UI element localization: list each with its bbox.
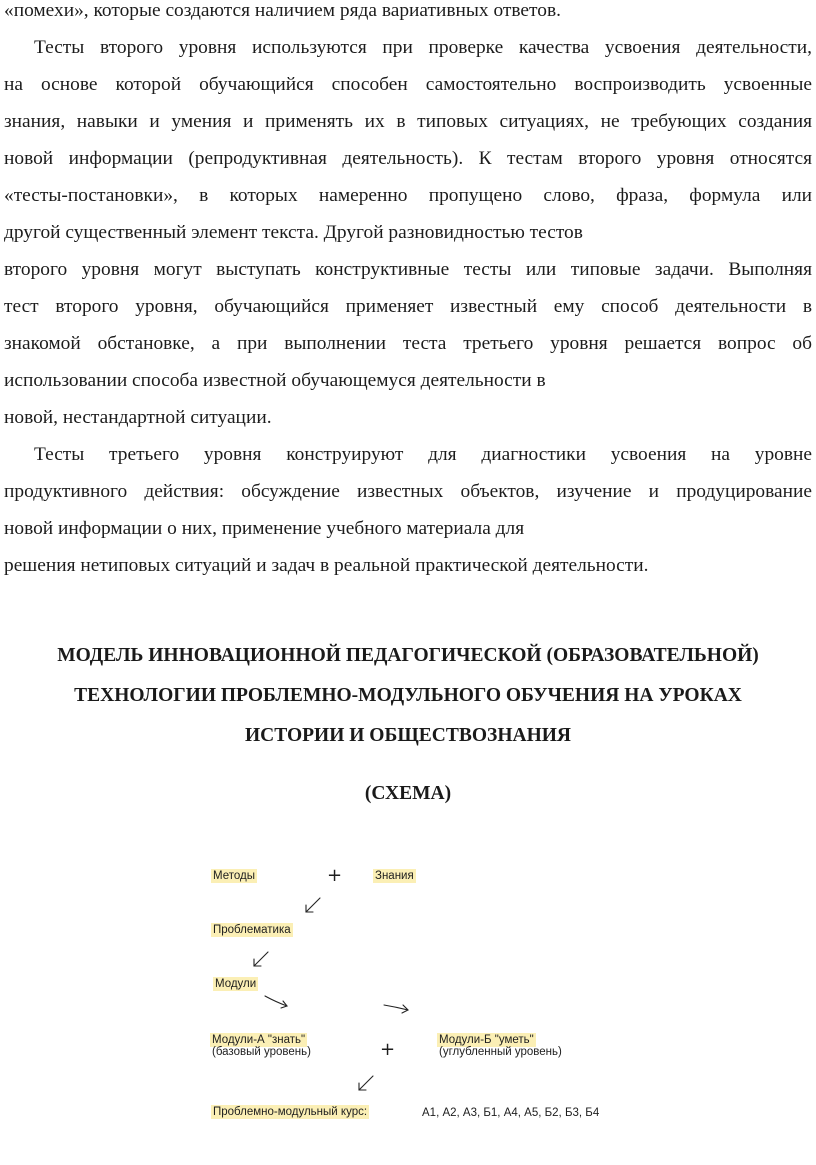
arrow-right-icon — [384, 1005, 408, 1013]
section-heading: МОДЕЛЬ ИННОВАЦИОННОЙ ПЕДАГОГИЧЕСКОЙ (ОБРАЗОВАТЕЛЬНОЙ) — [57, 645, 759, 666]
methods-label: Методы — [213, 870, 255, 882]
text-line: на основе которой обучающийся способен самостоятельно воспроизводить усвоенные — [4, 74, 812, 95]
modules-a-label: Модули-А "знать" — [212, 1034, 306, 1046]
text-line: знания, навыки и умения и применять их в типовых ситуациях, не требующих создания — [4, 111, 812, 132]
section-heading: ИСТОРИИ И ОБЩЕСТВОЗНАНИЯ — [244, 725, 572, 746]
text-line: знакомой обстановке, а при выполнении теста третьего уровня решается вопрос об — [4, 333, 812, 354]
text-line: другой существенный элемент текста. Другой разновидностью тестов — [4, 222, 583, 243]
problematics-label: Проблематика — [213, 924, 291, 936]
plus-icon: + — [380, 1039, 396, 1060]
text-line: решения нетиповых ситуаций и задач в реальной практической деятельности. — [4, 555, 649, 576]
scheme-arrows — [0, 850, 816, 1150]
section-subtitle: (СХЕМА) — [364, 783, 452, 804]
section-heading: ТЕХНОЛОГИИ ПРОБЛЕМНО-МОДУЛЬНОГО ОБУЧЕНИЯ НА УРОКАХ — [74, 685, 742, 706]
modules-a-sublabel: (базовый уровень) — [212, 1046, 311, 1058]
plus-icon: + — [327, 865, 343, 886]
text-line: новой, нестандартной ситуации. — [4, 407, 272, 428]
arrow-down-left-icon — [254, 952, 268, 966]
text-line: использовании способа известной обучающемуся деятельности в — [4, 370, 546, 391]
text-line: новой информации о них, применение учебного материала для — [4, 518, 525, 539]
modules-b-sublabel: (углубленный уровень) — [439, 1046, 562, 1058]
text-line: Тесты третьего уровня конструируют для диагностики усвоения на уровне — [34, 444, 812, 465]
text-line: второго уровня могут выступать конструктивные тесты или типовые задачи. Выполняя — [4, 259, 812, 280]
text-line: «помехи», которые создаются наличием ряда вариативных ответов. — [4, 0, 561, 21]
text-line: новой информации (репродуктивная деятельность). К тестам второго уровня относятся — [4, 148, 812, 169]
arrow-right-icon — [265, 996, 287, 1008]
text-line: Тесты второго уровня используются при проверке качества усвоения деятельности, — [34, 37, 812, 58]
text-line: продуктивного действия: обсуждение известных объектов, изучение и продуцирование — [4, 481, 812, 502]
text-line: тест второго уровня, обучающийся применяет известный ему способ деятельности в — [4, 296, 812, 317]
course-items: А1, А2, А3, Б1, А4, А5, Б2, Б3, Б4 — [422, 1107, 600, 1119]
text-line: «тесты-постановки», в которых намеренно пропущено слово, фраза, формула или — [4, 185, 812, 206]
modules-b-label: Модули-Б "уметь" — [439, 1034, 534, 1046]
scheme-diagram — [0, 850, 816, 1150]
arrow-down-left-icon — [306, 898, 320, 912]
knowledge-label: Знания — [375, 870, 414, 882]
arrow-down-left-icon — [359, 1076, 373, 1090]
modules-label: Модули — [215, 978, 257, 990]
course-label: Проблемно-модульный курс: — [213, 1106, 368, 1118]
